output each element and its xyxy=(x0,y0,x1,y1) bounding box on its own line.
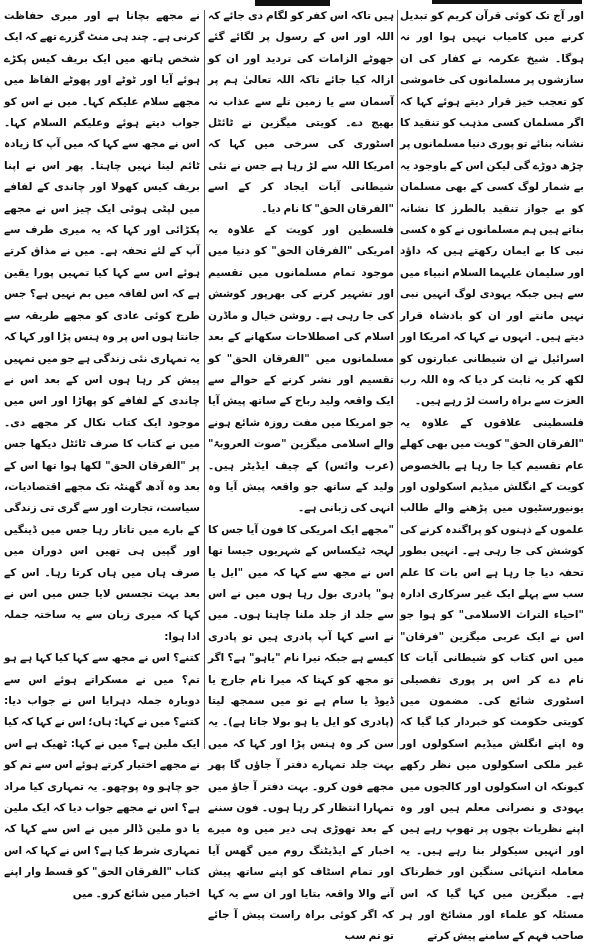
paragraph: فلسطین اور کویت کے علاوہ یہ امریکی "الفرقان الحق" کو دنیا میں موجود تمام مسلمانوں میں تقسیم اور تشہیر کرنے کی بھرپور کوشش کی جا رہی ہے۔ روشن خیال و ماڈرن اسلام کی اصطلاحات سکھانے کے بعد مسلمانوں میں "الفرقان الحق" کو تقسیم اور نشر کرنے کے حوالے سے ایک واقعہ ولید رباح کے ساتھ پیش آیا جو امریکا میں مفت روزہ شائع ہونے والے اسلامی میگزین "صوت العروبۃ" (عرب وائس) کے چیف ایڈیٹر ہیں۔ ولید کے ساتھ جو واقعہ پیش آیا وہ انہی کی زبانی ہے۔ xyxy=(208,224,394,515)
column-divider xyxy=(397,10,398,749)
column-middle xyxy=(208,6,394,948)
paragraph: فلسطینی علاقوں کے علاوہ یہ "الفرقان الحق" کویت میں بھی کھلے عام تقسیم کیا جا رہا ہے بالخصوص کویت کے انگلش میڈیم اسکولوں اور یونیورسٹیوں میں پڑھنے والے طالب علموں کے ذہنوں کو پراگندہ کرنے کی کوشش کی جا رہی ہے۔ انہیں بطور تحفہ دیا جا رہا ہے اس بات کا علم سب سے پہلے ایک غیر سرکاری ادارہ "احیاء التراث الاسلامی" کو ہوا جو اس نے ایک عربی میگزین "فرقان" میں اس کتاب کو شیطانی آیات کا نام دے کر اس پر پوری تفصیلی اسٹوری شائع کی۔ مضمون میں کویتی حکومت کو خبردار کیا گیا کہ وہ اپنے انگلش میڈیم اسکولوں اور غیر ملکی اسکولوں میں نظر رکھے کیونکہ ان اسکولوں اور کالجوں میں یہودی و نصرانی معلم ہیں اور وہ اپنے نظریات بچوں پر تھوپ رہے ہیں اور انہیں سیکولر بنا رہے ہیں۔ یہ معاملہ انتہائی سنگین اور خطرناک ہے۔ میگزین میں کہا گیا کہ اس مسئلہ کو علماء اور مشائخ اور ہر صاحب فہم کے سامنے پیش کرتے xyxy=(400,416,584,943)
paragraph: "مجھے ایک امریکی کا فون آیا جس کا لہجہ ٹیکساس کے شہریوں جیسا تھا اس نے مجھ سے کہا کہ میں "ایل یا ہو" پادری بول رہا ہوں میں نے اس سے جلد از جلد ملنا چاہتا ہوں۔ میں نے اسے کہا آپ پادری ہیں تو پادری کیسے ہے جبکہ تیرا نام "یاہو" ہے؟ اگر تو مجھ کو کہتا کہ میرا نام جارج یا ڈیوڈ یا سام ہے تو میں سمجھ لیتا (پادری کو ایل یا ہو بولا جاتا ہے)۔ یہ سن کر وہ ہنس پڑا اور کہا کہ میں بہت جلد تمہارے دفتر آ جاؤں گا پھر مجھے فون کرو۔ بہت دفتر آ جاؤ میں تمہارا انتظار کر رہا ہوں۔ فون سننے کے بعد تھوڑی ہی دیر میں وہ میرے اخبار کے ایڈیٹنگ روم میں گھس آیا اور تمام اسٹاف کو اپنے ساتھ پیش آنے والا واقعہ بتایا اور ان سے یہ کہا کہ اگر کوئی براہ راست پیش آ جائے تو تم سب xyxy=(208,523,394,943)
header-bar xyxy=(432,0,582,4)
paragraph: اور آج تک کوئی قرآن کریم کو تبدیل کرنے میں کامیاب نہیں ہوا اور نہ ہوگا۔ شیخ عکرمہ نے کفار کی ان سازشوں پر مسلمانوں کی خاموشی کو تعجب خیز قرار دیتے ہوئے کہا کہ اگر مسلمان کسی مذہب کو تنقید کا نشانہ بنائے تو پوری دنیا مسلمانوں پر چڑھ دوڑے گی لیکن اس کے باوجود یہ بے شمار لوگ کسی کے بھی مسلمان کو بے جواز تنقید بالطرز کا نشانہ بناتے ہیں ہم مسلمانوں نے کو ہ کسی نبی کا بے ایمان رکھتے ہیں کہ داؤد اور سلیمان علیہما السلام انبیاء میں سے ہیں جبکہ یہودی لوگ انہیں نبی نہیں مانتے اور ان کو بادشاہ قرار دیتے ہیں۔ انہوں نے کہا کہ امریکا اور اسرائیل نے ان شیطانی عبارتوں کو لکھ کر یہ ثابت کر دیا کہ وہ اللہ رب العزت سے براہ راست لڑ رہے ہیں۔ xyxy=(400,10,584,408)
paragraph: نے مجھے بچانا ہے اور میری حفاظت کرنی ہے۔ چند ہی منٹ گزرے تھے کہ ایک شخص ہاتھ میں ایک بریف کیس پکڑے ہوئے آیا اور ٹوٹے اور پھوٹے الفاظ میں مجھے سلام علیکم کہا۔ میں نے اس کو جواب دیتے ہوئے وعلیکم السلام کہا۔ اس نے مجھ سے کہا کہ میں آپ کا زیادہ ٹائم لینا نہیں چاہتا۔ پھر اس نے اپنا بریف کیس کھولا اور چاندی کے لفافے میں لپٹی ہوئی ایک چیز اس نے مجھے پکڑائی اور کہا کہ یہ میری طرف سے آپ کے لئے تحفہ ہے۔ میں نے مذاق کرتے ہوئے اس سے کہا کیا تمہیں پورا یقین ہے کہ اس لفافہ میں بم نہیں ہے؟ جس طرح کوئی عادی کو مجھے طریقہ سے جانتا ہوں اس پر وہ ہنس پڑا اور کہا کہ یہ تمہاری نئی زندگی ہے جو میں تمہیں پیش کر رہا ہوں اس کے بعد اس نے چاندی کے لفافے کو پھاڑا اور اس میں موجود ایک کتاب نکال کر مجھے دی۔ میں نے کتاب کا صرف ٹائٹل دیکھا جس پر "الفرقان الحق" لکھا ہوا تھا اس کے بعد وہ آدھ گھنٹہ تک مجھے اقتصادیات، سیاست، تجارت اور سے گری تی زندگی کے بارے میں تاتار رہا جس میں ڈینگیں اور گپیں ہی تھیں اس دوران میں صرف ہاں میں ہاں کرتا رہا۔ اس کے بعد بہت تجسس لایا جس میں اس نے کہا کہ میری زبان سے یہ ساختہ جملہ ادا ہوا: xyxy=(4,10,200,643)
paragraph: ہیں تاکہ اس کفر کو لگام دی جائے کہ اللہ اور اس کے رسول پر لگائے گئے جھوٹے الزامات کی تردید اور ان کو ازالہ کیا جائے تاکہ اللہ تعالیٰ ہم پر آسمان سے یا زمین تلے سے عذاب نہ بھیج دے۔ کویتی میگزین نے ٹائٹل اسٹوری کی سرخی میں کہا کہ امریکا اللہ سے لڑ رہا ہے جس نے نئی شیطانی آیات ایجاد کر کے اسے "الفرقان الحق" کا نام دیا۔ xyxy=(208,10,394,215)
column-left xyxy=(4,6,200,905)
paragraph: کتنے؟ اس نے مجھ سے کہا کیا کہا ہے ہو تم؟ میں نے مسکراتے ہوئے اس سے دوبارہ جملہ دہرایا اس نے جواب دیا: کتنے؟ میں نے کہا: ہاں؛ اس نے کہا کہ کیا ایک ملین ہے؟ میں نے کہا: ٹھیک ہے اس نے مجھے اختیار کرتے ہوئے اس سے تم کو جو چاہو وہ پوچھو۔ یہ تمہاری کیا مراد ہے؟ اس نے مجھے جواب دیا کہ ایک ملین یا دو ملین ڈالر میں نے اس سے کہا کہ تمہاری شرط کیا ہے؟ اس نے کہا کہ اس کتاب "الفرقان الحق" کو قسط وار اپنے اخبار میں شائع کرو۔ میں xyxy=(4,652,200,900)
column-right xyxy=(400,6,584,948)
column-divider xyxy=(204,10,205,749)
